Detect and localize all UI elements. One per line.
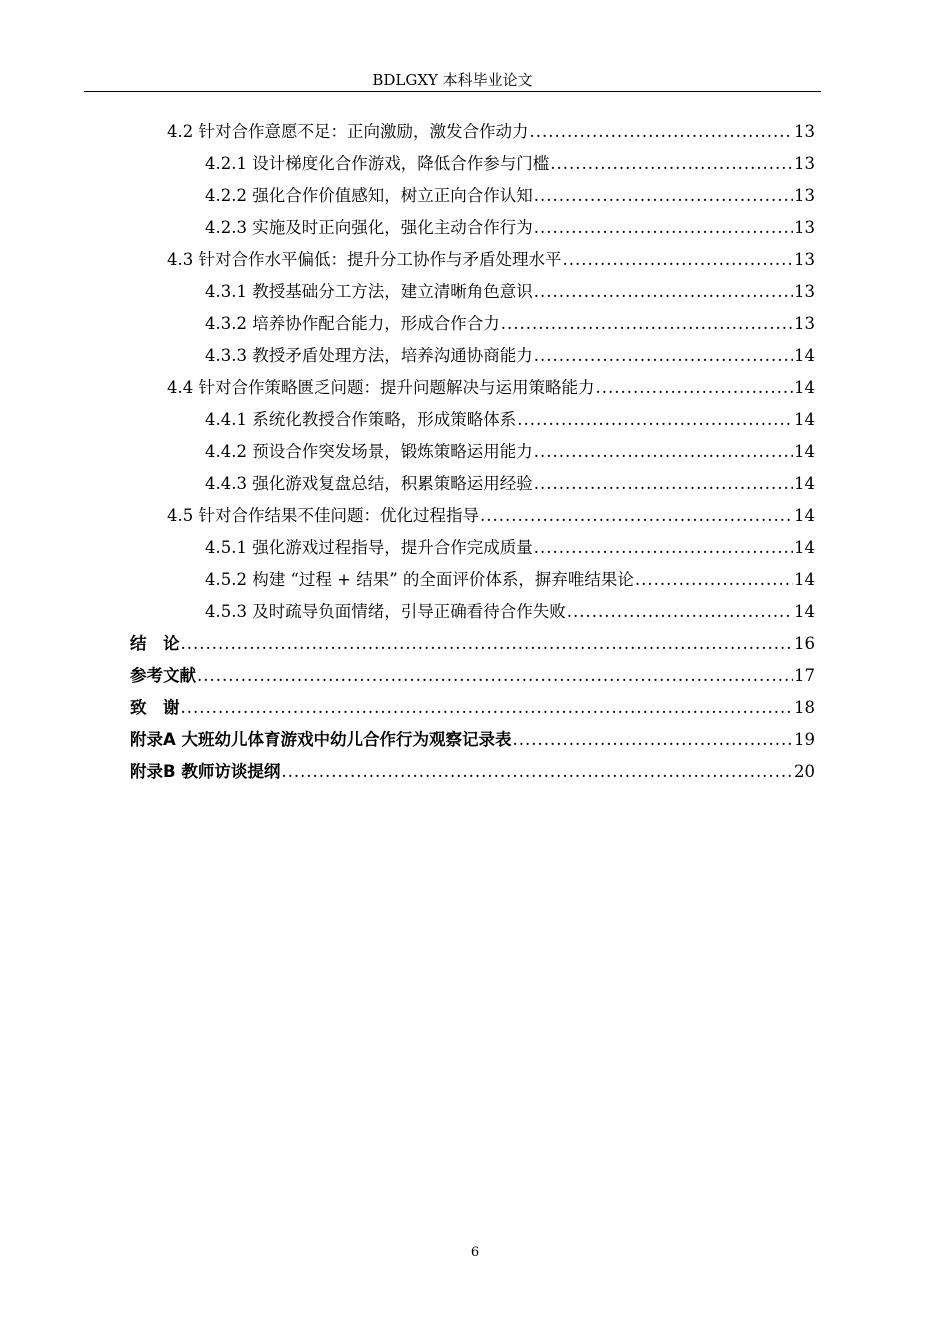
toc-entry[interactable] (205, 436, 815, 468)
toc-entry-label: 4.2.2 强化合作价值感知，树立正向合作认知 (205, 186, 533, 205)
toc-entry-page: 20 (794, 762, 815, 781)
toc-entry[interactable] (205, 468, 815, 500)
toc-dot-leader (517, 404, 793, 436)
toc-entry[interactable] (205, 308, 815, 340)
toc-entry-label: 致 谢 (130, 698, 180, 717)
toc-dot-leader (501, 308, 793, 340)
toc-dot-leader (197, 660, 793, 692)
toc-entry-page: 19 (794, 730, 815, 749)
header-rule (84, 91, 821, 92)
toc-entry-label: 4.4 针对合作策略匮乏问题：提升问题解决与运用策略能力 (167, 378, 595, 397)
toc-entry-label: 结 论 (130, 634, 180, 653)
toc-entry[interactable] (130, 756, 815, 788)
toc-entry[interactable] (205, 180, 815, 212)
toc-dot-leader (534, 340, 793, 372)
toc-entry-page: 14 (794, 346, 815, 365)
toc-entry[interactable] (205, 276, 815, 308)
toc-entry-label: 4.5.3 及时疏导负面情绪，引导正确看待合作失败 (205, 602, 566, 621)
toc-entry-page: 13 (794, 154, 815, 173)
toc-entry-page: 13 (794, 314, 815, 333)
toc-entry-label: 4.3.3 教授矛盾处理方法，培养沟通协商能力 (205, 346, 533, 365)
toc-entry-page: 13 (794, 186, 815, 205)
toc-dot-leader (534, 276, 793, 308)
toc-entry-page: 14 (794, 410, 815, 429)
toc-entry-page: 14 (794, 474, 815, 493)
toc-entry-label: 4.5.2 构建 “过程 + 结果” 的全面评价体系，摒弃唯结果论 (205, 570, 634, 589)
toc-entry[interactable] (167, 116, 815, 148)
toc-entry-label: 4.4.2 预设合作突发场景，锻炼策略运用能力 (205, 442, 533, 461)
toc-entry[interactable] (205, 564, 815, 596)
toc-entry-label: 4.5 针对合作结果不佳问题：优化过程指导 (167, 506, 479, 525)
toc-entry-page: 14 (794, 506, 815, 525)
toc-dot-leader (181, 628, 794, 660)
toc-dot-leader (534, 532, 793, 564)
toc-entry-page: 13 (794, 218, 815, 237)
toc-entry[interactable] (205, 596, 815, 628)
toc-entry[interactable] (205, 212, 815, 244)
toc-entry-label: 4.5.1 强化游戏过程指导，提升合作完成质量 (205, 538, 533, 557)
toc-dot-leader (534, 212, 793, 244)
toc-entry-page: 16 (794, 634, 815, 653)
page-header-title: BDLGXY 本科毕业论文 (372, 71, 533, 89)
toc-entry[interactable] (205, 404, 815, 436)
toc-dot-leader (596, 372, 794, 404)
toc-entry-label: 参考文献 (130, 666, 196, 685)
toc-entry-page: 18 (794, 698, 815, 717)
toc-entry-page: 13 (794, 122, 815, 141)
toc-entry-page: 13 (794, 250, 815, 269)
toc-entry-label: 附录A 大班幼儿体育游戏中幼儿合作行为观察记录表 (130, 730, 512, 749)
toc-entry[interactable] (130, 724, 815, 756)
toc-entry-label: 4.3 针对合作水平偏低：提升分工协作与矛盾处理水平 (167, 250, 562, 269)
toc-dot-leader (567, 596, 793, 628)
toc-entry[interactable] (130, 628, 815, 660)
toc-entry[interactable] (167, 244, 815, 276)
toc-dot-leader (635, 564, 793, 596)
toc-entry-page: 14 (794, 602, 815, 621)
toc-entry-page: 14 (794, 442, 815, 461)
toc-entry-label: 4.4.1 系统化教授合作策略，形成策略体系 (205, 410, 517, 429)
toc-entry-label: 4.4.3 强化游戏复盘总结，积累策略运用经验 (205, 474, 533, 493)
toc-entry-label: 4.2.3 实施及时正向强化，强化主动合作行为 (205, 218, 533, 237)
page-number: 6 (470, 1245, 480, 1260)
toc-entry-page: 14 (794, 378, 815, 397)
toc-dot-leader (480, 500, 793, 532)
toc-dot-leader (181, 692, 794, 724)
toc-entry-label: 附录B 教师访谈提纲 (130, 762, 281, 781)
toc-entry-page: 17 (794, 666, 815, 685)
toc-dot-leader (513, 724, 793, 756)
toc-dot-leader (563, 244, 794, 276)
toc-entry-label: 4.2 针对合作意愿不足：正向激励，激发合作动力 (167, 122, 529, 141)
toc-dot-leader (534, 468, 793, 500)
toc-entry-label: 4.3.2 培养协作配合能力，形成合作合力 (205, 314, 500, 333)
toc-dot-leader (281, 756, 793, 788)
toc-dot-leader (530, 116, 794, 148)
toc-entry-label: 4.3.1 教授基础分工方法，建立清晰角色意识 (205, 282, 533, 301)
toc-entry-page: 13 (794, 282, 815, 301)
toc-entry-page: 14 (794, 538, 815, 557)
toc-entry[interactable] (167, 500, 815, 532)
toc-dot-leader (550, 148, 793, 180)
toc-entry[interactable] (167, 372, 815, 404)
toc-entry[interactable] (130, 660, 815, 692)
toc-entry[interactable] (130, 692, 815, 724)
toc-entry[interactable] (205, 532, 815, 564)
toc-dot-leader (534, 436, 793, 468)
toc-entry[interactable] (205, 148, 815, 180)
toc-entry[interactable] (205, 340, 815, 372)
toc-dot-leader (534, 180, 793, 212)
toc-entry-label: 4.2.1 设计梯度化合作游戏，降低合作参与门槛 (205, 154, 550, 173)
toc-entry-page: 14 (794, 570, 815, 589)
